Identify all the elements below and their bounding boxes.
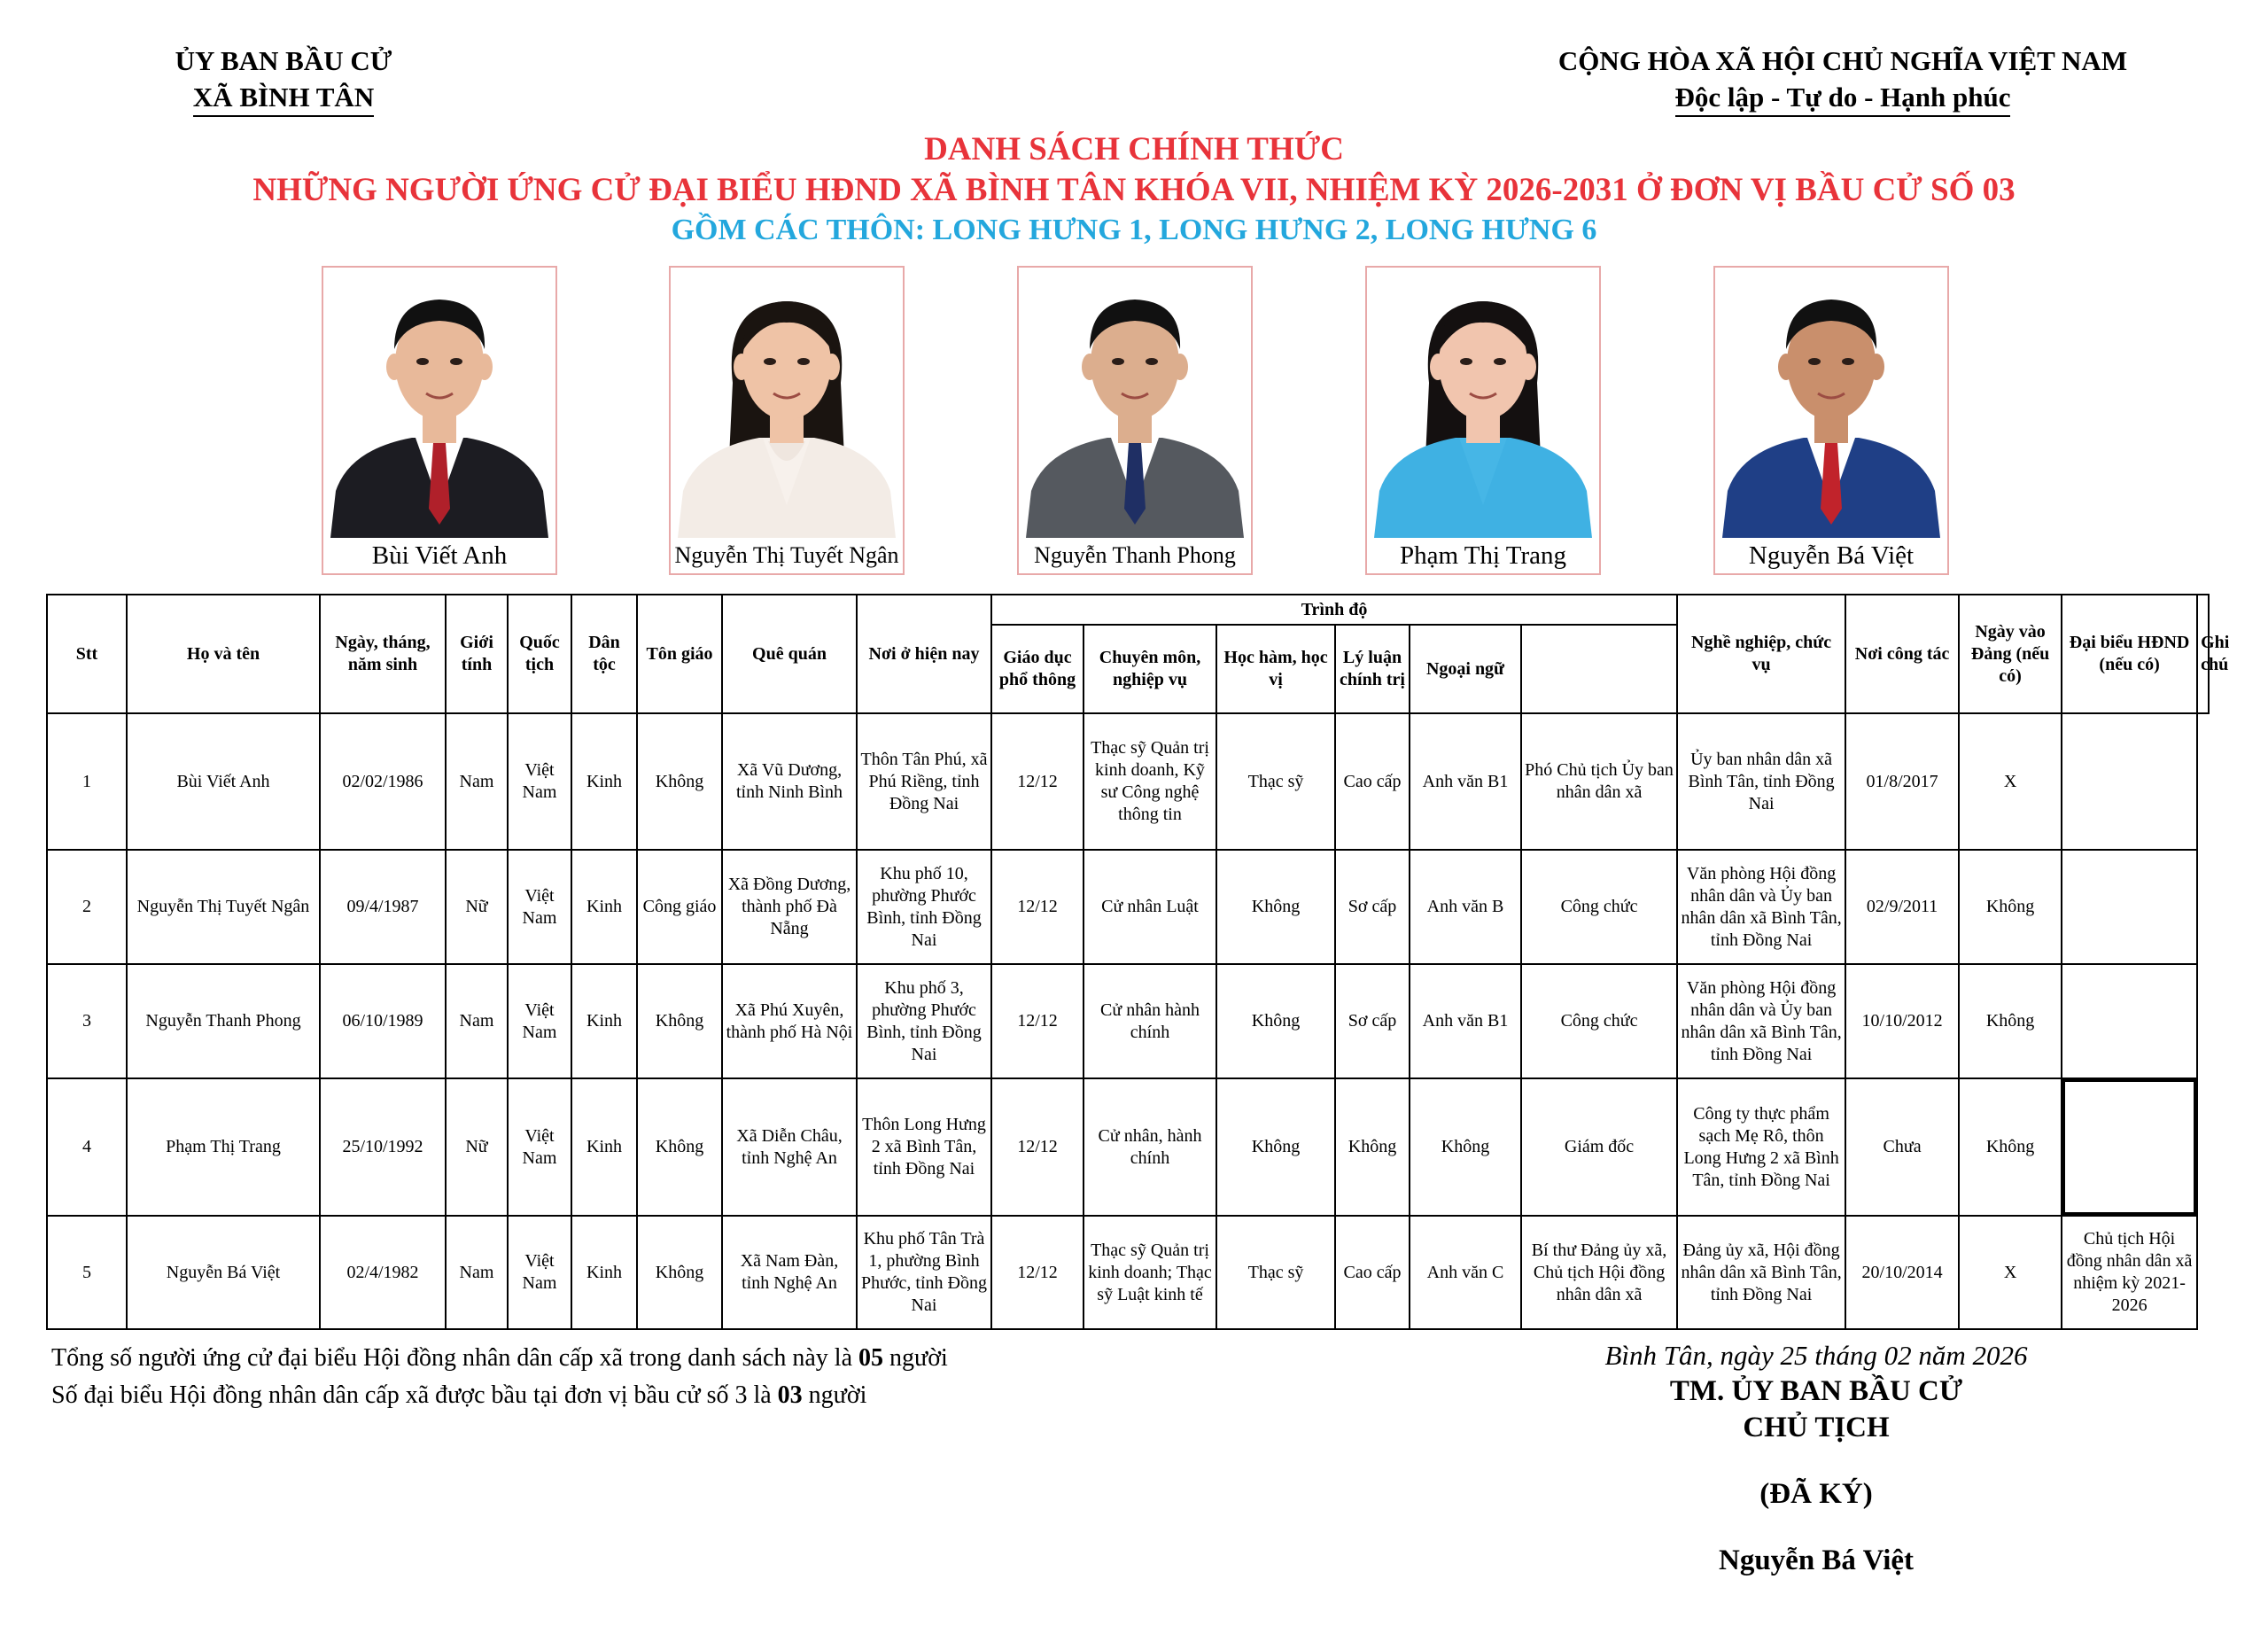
- col-political: Lý luận chính trị: [1335, 625, 1410, 713]
- nation-motto: Độc lập - Tự do - Hạnh phúc: [1675, 79, 2011, 117]
- cell-workplace: Ủy ban nhân dân xã Bình Tân, tỉnh Đồng Nai: [1677, 713, 1845, 850]
- issuer-header: [115, 43, 452, 117]
- document-area: GỒM CÁC THÔN: LONG HƯNG 1, LONG HƯNG 2, LONG HƯNG 6: [671, 214, 1597, 246]
- table-row: [47, 850, 2209, 964]
- cell-specialty: Thạc sỹ Quản trị kinh doanh, Kỹ sư Công nghệ thông tin: [1084, 713, 1216, 850]
- cell-degree: Không: [1216, 964, 1335, 1078]
- cell-ethnicity: Kinh: [571, 1216, 637, 1329]
- cell-residence: Thôn Long Hưng 2 xã Bình Tân, tỉnh Đồng Nai: [857, 1078, 991, 1216]
- cell-gender: Nam: [446, 1216, 508, 1329]
- cell-party-date: 10/10/2012: [1845, 964, 1959, 1078]
- cell-gender: Nam: [446, 713, 508, 850]
- cell-stt: 5: [47, 1216, 127, 1329]
- cell-religion: Không: [637, 1216, 722, 1329]
- cell-specialty: Thạc sỹ Quản trị kinh doanh; Thạc sỹ Luật kinh tế: [1084, 1216, 1216, 1329]
- cell-hometown: Xã Phú Xuyên, thành phố Hà Nội: [722, 964, 857, 1078]
- col-nationality: Quốc tịch: [508, 595, 571, 713]
- cell-workplace: Văn phòng Hội đồng nhân dân và Ủy ban nhân dân xã Bình Tân, tỉnh Đồng Nai: [1677, 850, 1845, 964]
- cell-workplace: Đảng ủy xã, Hội đồng nhân dân xã Bình Tân, tỉnh Đồng Nai: [1677, 1216, 1845, 1329]
- cell-stt: 3: [47, 964, 127, 1078]
- sign-title: CHỦ TỊCH: [1743, 1412, 1890, 1443]
- cell-occupation: Công chức: [1521, 850, 1677, 964]
- signer-name: Nguyễn Bá Việt: [1718, 1544, 1914, 1576]
- cell-stt: 2: [47, 850, 127, 964]
- portrait-3: [1019, 268, 1251, 538]
- cell-workplace: Văn phòng Hội đồng nhân dân và Ủy ban nhân dân xã Bình Tân, tỉnh Đồng Nai: [1677, 964, 1845, 1078]
- cell-hometown: Xã Diễn Châu, tỉnh Nghệ An: [722, 1078, 857, 1216]
- cell-gender: Nữ: [446, 1078, 508, 1216]
- cell-name: Nguyễn Bá Việt: [127, 1216, 320, 1329]
- cell-religion: Công giáo: [637, 850, 722, 964]
- cell-gender: Nữ: [446, 850, 508, 964]
- photo-caption-1: Bùi Viết Anh: [371, 541, 508, 570]
- elected-count: 03: [777, 1381, 803, 1409]
- cell-ethnicity: Kinh: [571, 964, 637, 1078]
- cell-nationality: Việt Nam: [508, 850, 571, 964]
- col-hometown: Quê quán: [722, 595, 857, 713]
- cell-dob: 02/02/1986: [320, 713, 446, 850]
- cell-general-edu: 12/12: [991, 850, 1084, 964]
- col-occupation: Nghề nghiệp, chức vụ: [1677, 595, 1845, 713]
- cell-council-rep: X: [1959, 1216, 2062, 1329]
- document-title: DANH SÁCH CHÍNH THỨC: [924, 131, 1344, 167]
- photo-caption-3: Nguyễn Thanh Phong: [1034, 542, 1236, 568]
- cell-specialty: Cử nhân, hành chính: [1084, 1078, 1216, 1216]
- cell-name: Bùi Viết Anh: [127, 713, 320, 850]
- cell-degree: Không: [1216, 1078, 1335, 1216]
- cell-dob: 25/10/1992: [320, 1078, 446, 1216]
- cell-party-date: Chưa: [1845, 1078, 1959, 1216]
- col-degree: Học hàm, học vị: [1216, 625, 1335, 713]
- cell-occupation: Công chức: [1521, 964, 1677, 1078]
- cell-name: Phạm Thị Trang: [127, 1078, 320, 1216]
- cell-residence: Thôn Tân Phú, xã Phú Riềng, tỉnh Đồng Nai: [857, 713, 991, 850]
- cell-hometown: Xã Đồng Dương, thành phố Đà Nẵng: [722, 850, 857, 964]
- cell-ethnicity: Kinh: [571, 713, 637, 850]
- signed-mark: (ĐÃ KÝ): [1759, 1478, 1873, 1510]
- photo-caption-5: Nguyễn Bá Việt: [1748, 541, 1915, 570]
- candidate-table: [46, 594, 2230, 1330]
- portrait-2: [671, 268, 903, 538]
- cell-political: Cao cấp: [1335, 713, 1410, 850]
- cell-notes: [2062, 850, 2197, 964]
- cell-general-edu: 12/12: [991, 713, 1084, 850]
- col-party-date: Ngày vào Đảng (nếu có): [1959, 595, 2062, 713]
- cell-nationality: Việt Nam: [508, 713, 571, 850]
- issuer-line2: XÃ BÌNH TÂN: [193, 79, 374, 117]
- table-row: [47, 1078, 2209, 1216]
- cell-ethnicity: Kinh: [571, 1078, 637, 1216]
- cell-occupation: Phó Chủ tịch Ủy ban nhân dân xã: [1521, 713, 1677, 850]
- cell-religion: Không: [637, 713, 722, 850]
- sign-date: Bình Tân, ngày 25 tháng 02 năm 2026: [1604, 1340, 2028, 1371]
- col-gender: Giới tính: [446, 595, 508, 713]
- portrait-1: [323, 268, 555, 538]
- cell-stt: 4: [47, 1078, 127, 1216]
- cell-notes: [2062, 964, 2197, 1078]
- cell-nationality: Việt Nam: [508, 964, 571, 1078]
- col-specialty: Chuyên môn, nghiệp vụ: [1084, 625, 1216, 713]
- cell-notes: [2062, 1078, 2197, 1216]
- cell-language: Anh văn C: [1410, 1216, 1521, 1329]
- photo-card-5: [1713, 266, 1949, 575]
- portrait-4: [1367, 268, 1599, 538]
- elected-count-line: Số đại biểu Hội đồng nhân dân cấp xã được bầu tại đơn vị bầu cử số 3 là 03 người: [51, 1381, 867, 1409]
- portrait-5: [1715, 268, 1947, 538]
- cell-notes: Chủ tịch Hội đồng nhân dân xã nhiệm kỳ 2021-2026: [2062, 1216, 2197, 1329]
- col-language: Ngoại ngữ: [1410, 625, 1521, 713]
- cell-stt: 1: [47, 713, 127, 850]
- cell-party-date: 02/9/2011: [1845, 850, 1959, 964]
- photo-card-2: [669, 266, 905, 575]
- cell-dob: 09/4/1987: [320, 850, 446, 964]
- cell-degree: Không: [1216, 850, 1335, 964]
- col-religion: Tôn giáo: [637, 595, 722, 713]
- cell-political: Sơ cấp: [1335, 850, 1410, 964]
- col-dob: Ngày, tháng, năm sinh: [320, 595, 446, 713]
- cell-general-edu: 12/12: [991, 1078, 1084, 1216]
- cell-party-date: 20/10/2014: [1845, 1216, 1959, 1329]
- col-stt: Stt: [47, 595, 127, 713]
- cell-political: Không: [1335, 1078, 1410, 1216]
- cell-dob: 02/4/1982: [320, 1216, 446, 1329]
- cell-residence: Khu phố Tân Trà 1, phường Bình Phước, tỉnh Đồng Nai: [857, 1216, 991, 1329]
- cell-language: Anh văn B: [1410, 850, 1521, 964]
- cell-language: Không: [1410, 1078, 1521, 1216]
- total-candidates-count: 05: [858, 1344, 884, 1372]
- col-ethnicity: Dân tộc: [571, 595, 637, 713]
- photo-caption-4: Phạm Thị Trang: [1399, 541, 1566, 570]
- col-general-edu: Giáo dục phổ thông: [991, 625, 1084, 713]
- photo-card-1: [322, 266, 557, 575]
- photo-caption-2: Nguyễn Thị Tuyết Ngân: [674, 542, 899, 568]
- cell-residence: Khu phố 3, phường Phước Bình, tỉnh Đồng Nai: [857, 964, 991, 1078]
- cell-ethnicity: Kinh: [571, 850, 637, 964]
- cell-council-rep: Không: [1959, 850, 2062, 964]
- cell-political: Sơ cấp: [1335, 964, 1410, 1078]
- cell-language: Anh văn B1: [1410, 964, 1521, 1078]
- cell-dob: 06/10/1989: [320, 964, 446, 1078]
- table-row: [47, 964, 2209, 1078]
- col-residence: Nơi ở hiện nay: [857, 595, 991, 713]
- cell-specialty: Cử nhân hành chính: [1084, 964, 1216, 1078]
- cell-council-rep: Không: [1959, 964, 2062, 1078]
- cell-general-edu: 12/12: [991, 964, 1084, 1078]
- photo-card-3: [1017, 266, 1253, 575]
- cell-gender: Nam: [446, 964, 508, 1078]
- cell-language: Anh văn B1: [1410, 713, 1521, 850]
- national-header: [1506, 43, 2179, 117]
- signature-block: [1506, 1338, 2126, 1579]
- col-notes: Ghi chú: [2197, 595, 2209, 713]
- cell-council-rep: X: [1959, 713, 2062, 850]
- cell-occupation: Bí thư Đảng ủy xã, Chủ tịch Hội đồng nhân dân xã: [1521, 1216, 1677, 1329]
- cell-specialty: Cử nhân Luật: [1084, 850, 1216, 964]
- cell-political: Cao cấp: [1335, 1216, 1410, 1329]
- cell-degree: Thạc sỹ: [1216, 1216, 1335, 1329]
- total-candidates-line: Tổng số người ứng cử đại biểu Hội đồng nhân dân cấp xã trong danh sách này là 05 người: [51, 1344, 948, 1372]
- cell-notes: [2062, 713, 2197, 850]
- photo-card-4: [1365, 266, 1601, 575]
- cell-party-date: 01/8/2017: [1845, 713, 1959, 850]
- col-workplace: Nơi công tác: [1845, 595, 1959, 713]
- table-row: [47, 1216, 2209, 1329]
- cell-nationality: Việt Nam: [508, 1078, 571, 1216]
- cell-hometown: Xã Vũ Dương, tỉnh Ninh Bình: [722, 713, 857, 850]
- cell-religion: Không: [637, 964, 722, 1078]
- cell-workplace: Công ty thực phẩm sạch Mẹ Rô, thôn Long Hưng 2 xã Bình Tân, tỉnh Đồng Nai: [1677, 1078, 1845, 1216]
- cell-degree: Thạc sỹ: [1216, 713, 1335, 850]
- cell-council-rep: Không: [1959, 1078, 2062, 1216]
- issuer-line1: ỦY BAN BẦU CỬ: [175, 45, 392, 76]
- cell-occupation: Giám đốc: [1521, 1078, 1677, 1216]
- document-subtitle: NHỮNG NGƯỜI ỨNG CỬ ĐẠI BIỂU HĐND XÃ BÌNH TÂN KHÓA VII, NHIỆM KỲ 2026-2031 Ở ĐƠN VỊ BẦU CỬ SỐ 03: [252, 172, 2016, 208]
- cell-residence: Khu phố 10, phường Phước Bình, tỉnh Đồng Nai: [857, 850, 991, 964]
- cell-religion: Không: [637, 1078, 722, 1216]
- cell-hometown: Xã Nam Đàn, tỉnh Nghệ An: [722, 1216, 857, 1329]
- summary-notes: [51, 1340, 948, 1414]
- nation-name: CỘNG HÒA XÃ HỘI CHỦ NGHĨA VIỆT NAM: [1557, 45, 2128, 76]
- col-education-group: Trình độ: [991, 595, 1677, 625]
- cell-general-edu: 12/12: [991, 1216, 1084, 1329]
- col-name: Họ và tên: [127, 595, 320, 713]
- document-titles: [0, 129, 2268, 250]
- cell-nationality: Việt Nam: [508, 1216, 571, 1329]
- sign-organization: TM. ỦY BAN BẦU CỬ: [1669, 1375, 1963, 1407]
- cell-name: Nguyễn Thanh Phong: [127, 964, 320, 1078]
- col-council-rep: Đại biểu HĐND (nếu có): [2062, 595, 2197, 713]
- table-row: [47, 713, 2209, 850]
- candidate-photos: [0, 266, 2268, 574]
- cell-name: Nguyễn Thị Tuyết Ngân: [127, 850, 320, 964]
